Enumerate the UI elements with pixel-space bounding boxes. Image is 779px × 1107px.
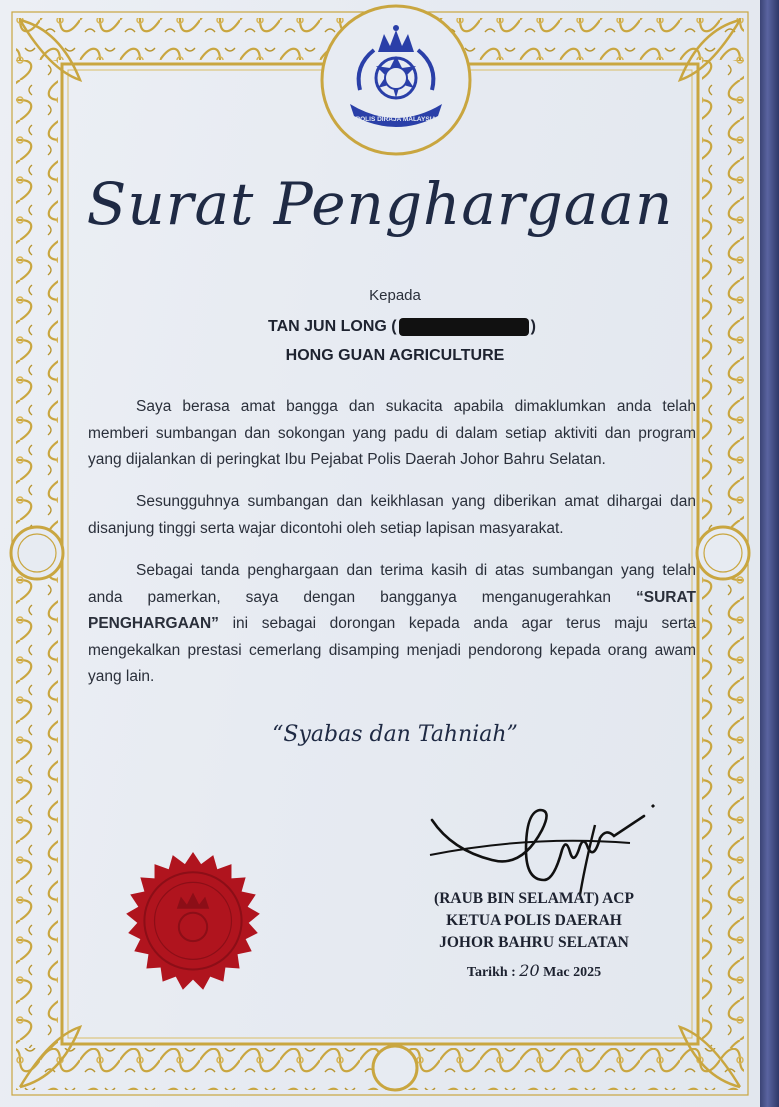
- redaction-bar: [399, 318, 529, 336]
- paragraph-3: [88, 558, 696, 691]
- signatory-block: [404, 888, 664, 984]
- recipient-close-paren: ): [530, 318, 536, 335]
- date-label: Tarikh :: [466, 965, 516, 980]
- date-line: [404, 960, 664, 984]
- paragraph-2: Sesungguhnya sumbangan dan keikhlasan yang diberikan amat dihargai dan disanjung tinggi serta wajar dicontohi oleh setiap lapisan masyarakat.: [88, 493, 696, 537]
- salutation: Kepada: [369, 287, 421, 304]
- paragraph-3-part-2: ini sebagai dorongan kepada anda agar terus maju serta mengekalkan prestasi cemerlang disamping menjadi pendorong kepada orang awam yang lain.: [88, 615, 696, 685]
- signatory-district: JOHOR BAHRU SELATAN: [439, 934, 629, 951]
- signatory-name: (RAUB BIN SELAMAT) ACP: [434, 890, 634, 907]
- signatory-title: KETUA POLIS DAERAH: [446, 912, 622, 929]
- date-month-year: Mac 2025: [543, 965, 602, 980]
- crest-ribbon-text: POLIS DIRAJA MALAYSIA: [355, 116, 437, 123]
- paragraph-3-part-1: Sebagai tanda penghargaan dan terima kasih di atas sumbangan yang telah anda pamerkan, saya dengan bangganya menganugerahkan: [88, 562, 696, 606]
- background-edge: [760, 0, 779, 1107]
- recipient-name: TAN JUN LONG (: [268, 318, 397, 335]
- recipient-line: [268, 318, 536, 336]
- paragraph-1: Saya berasa amat bangga dan sukacita apabila dimaklumkan anda telah memberi sumbangan dan sokongan yang padu di dalam setiap aktiviti dan program yang dijalankan di peringkat Ibu Pejabat Polis Daerah Johor Bahru Selatan.: [88, 398, 696, 468]
- date-day: 20: [519, 961, 540, 980]
- police-crest-logo: [336, 20, 456, 140]
- recipient-company: HONG GUAN AGRICULTURE: [285, 347, 505, 364]
- certificate-title: Surat Penghargaan: [86, 170, 674, 238]
- red-wax-seal: [112, 850, 274, 1012]
- paragraph-3-emphasis: “SURAT PENGHARGAAN”: [88, 588, 696, 632]
- closing-phrase: “Syabas dan Tahniah”: [272, 722, 518, 747]
